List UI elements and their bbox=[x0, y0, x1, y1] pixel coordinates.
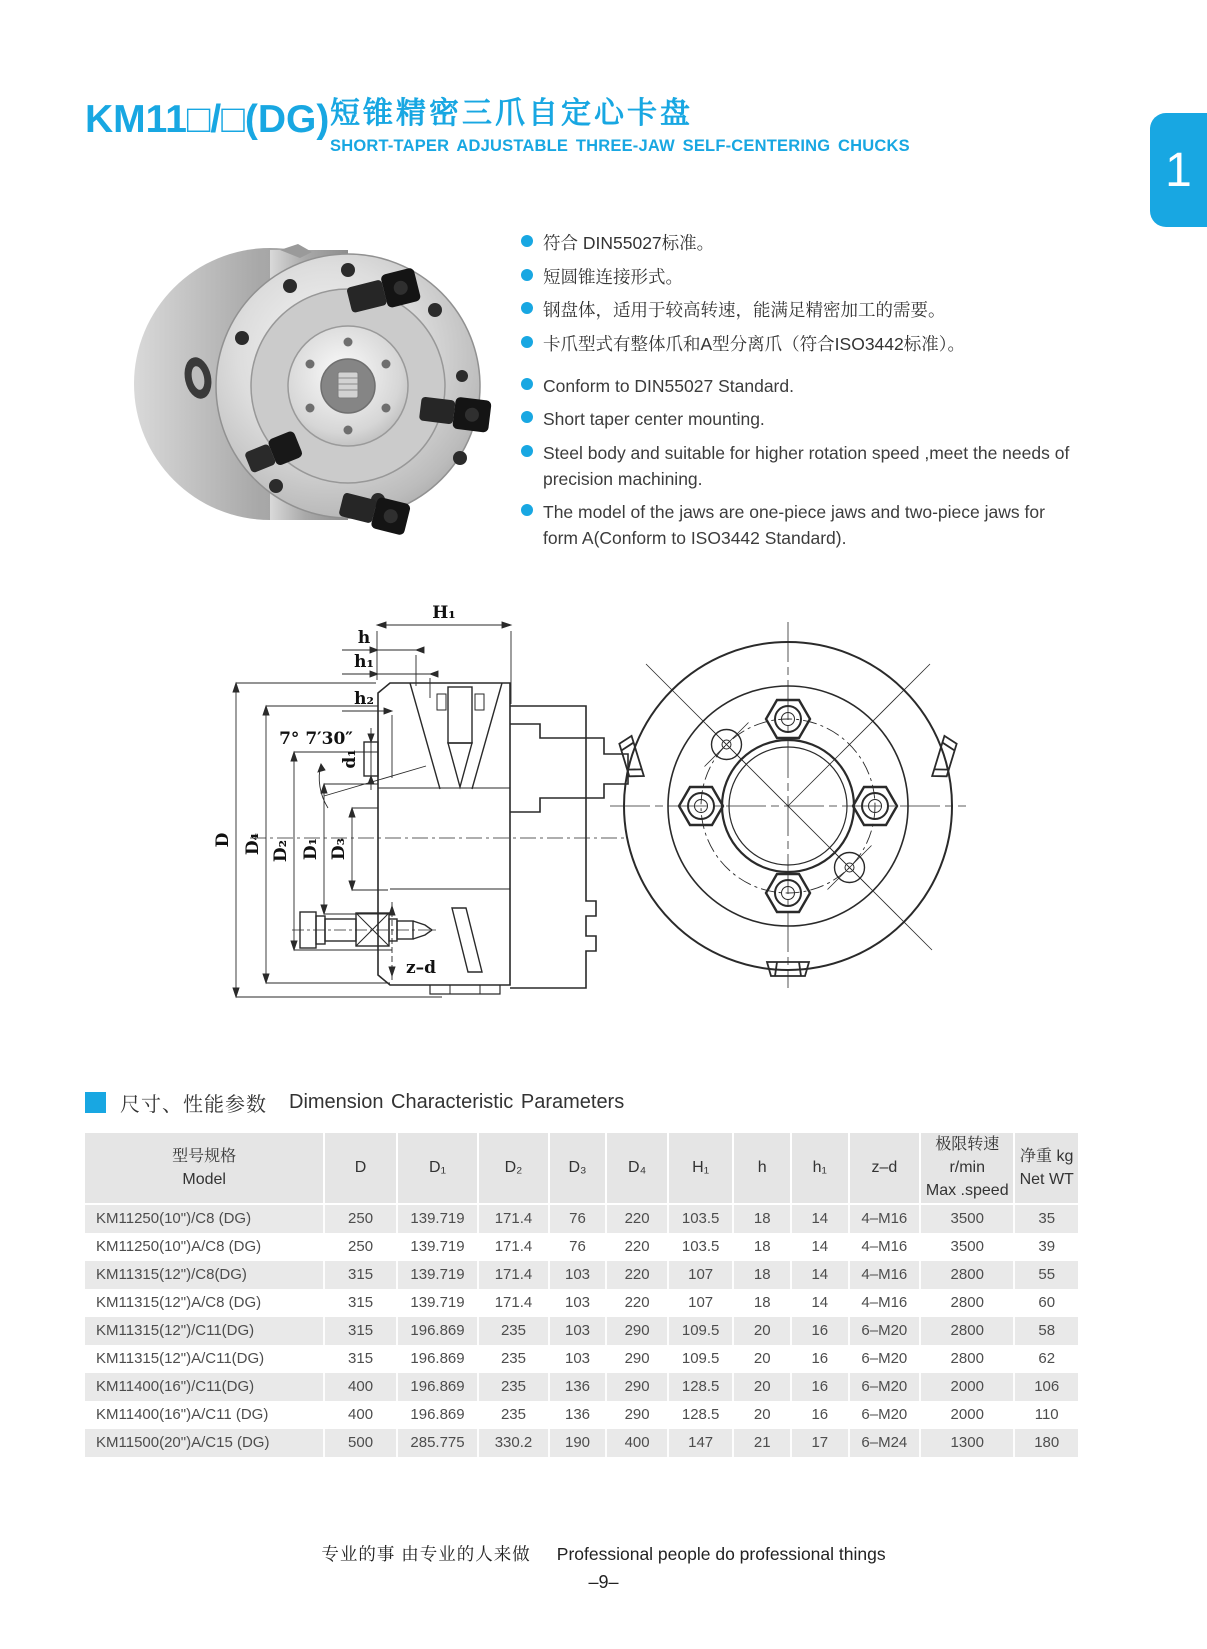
value-cell: 136 bbox=[548, 1401, 606, 1429]
value-cell: 136 bbox=[548, 1373, 606, 1401]
table-row bbox=[85, 1373, 1078, 1401]
value-cell: 20 bbox=[732, 1345, 790, 1373]
value-cell: 16 bbox=[790, 1373, 848, 1401]
dim-label-D: D bbox=[213, 832, 233, 848]
value-cell: 103 bbox=[548, 1261, 606, 1289]
value-cell: 147 bbox=[667, 1429, 733, 1457]
value-cell: 400 bbox=[323, 1373, 395, 1401]
value-cell: 6–M20 bbox=[848, 1373, 919, 1401]
chapter-number: 1 bbox=[1165, 143, 1192, 197]
value-cell: 139.719 bbox=[396, 1261, 477, 1289]
title-chinese: 短锥精密三爪自定心卡盘 bbox=[330, 97, 693, 130]
dim-label-d1: d₁ bbox=[340, 749, 360, 769]
value-cell: 14 bbox=[790, 1205, 848, 1233]
table-row bbox=[85, 1401, 1078, 1429]
value-cell: 290 bbox=[605, 1317, 667, 1345]
value-cell: 171.4 bbox=[477, 1205, 548, 1233]
value-cell: 18 bbox=[732, 1205, 790, 1233]
value-cell: 196.869 bbox=[396, 1317, 477, 1345]
column-header: 型号规格 Model bbox=[85, 1133, 323, 1205]
value-cell: 196.869 bbox=[396, 1373, 477, 1401]
value-cell: 1300 bbox=[919, 1429, 1013, 1457]
value-cell: 110 bbox=[1013, 1401, 1078, 1429]
value-cell: 235 bbox=[477, 1373, 548, 1401]
value-cell: 290 bbox=[605, 1345, 667, 1373]
value-cell: 235 bbox=[477, 1345, 548, 1373]
section-heading-cn: 尺寸、性能参数 bbox=[120, 1094, 267, 1116]
column-header: 极限转速r/min Max .speed bbox=[919, 1133, 1013, 1205]
footer-slogan: 专业的事 由专业的人来做 Professional people do professional things bbox=[321, 1544, 886, 1564]
value-cell: 220 bbox=[605, 1233, 667, 1261]
value-cell: 2800 bbox=[919, 1345, 1013, 1373]
product-photo bbox=[130, 228, 508, 546]
bullet-icon bbox=[521, 302, 533, 314]
page-number: –9– bbox=[588, 1572, 619, 1592]
value-cell: 235 bbox=[477, 1317, 548, 1345]
value-cell: 6–M20 bbox=[848, 1401, 919, 1429]
value-cell: 39 bbox=[1013, 1233, 1078, 1261]
dim-label-D1: D₁ bbox=[301, 837, 321, 861]
value-cell: 6–M24 bbox=[848, 1429, 919, 1457]
section-marker-icon bbox=[85, 1092, 106, 1113]
column-header: D₃ bbox=[548, 1133, 606, 1205]
value-cell: 2000 bbox=[919, 1373, 1013, 1401]
bullet-icon bbox=[521, 504, 533, 516]
title-english: SHORT-TAPER ADJUSTABLE THREE-JAW SELF-CENTERING CHUCKS bbox=[330, 137, 910, 155]
chuck-photo-illustration bbox=[130, 228, 508, 546]
value-cell: 14 bbox=[790, 1261, 848, 1289]
value-cell: 4–M16 bbox=[848, 1205, 919, 1233]
front-view-drawing bbox=[606, 616, 970, 995]
dim-label-D2: D₂ bbox=[271, 839, 291, 863]
value-cell: 2800 bbox=[919, 1261, 1013, 1289]
bullet-icon bbox=[521, 411, 533, 423]
value-cell: 14 bbox=[790, 1233, 848, 1261]
value-cell: 190 bbox=[548, 1429, 606, 1457]
value-cell: 109.5 bbox=[667, 1345, 733, 1373]
value-cell: 6–M20 bbox=[848, 1317, 919, 1345]
value-cell: 128.5 bbox=[667, 1373, 733, 1401]
value-cell: 285.775 bbox=[396, 1429, 477, 1457]
section-heading-en: Dimension Characteristic Parameters bbox=[289, 1091, 625, 1113]
value-cell: 76 bbox=[548, 1205, 606, 1233]
table-row bbox=[85, 1345, 1078, 1373]
model-cell: KM11250(10")A/C8 (DG) bbox=[96, 1238, 262, 1256]
value-cell: 103 bbox=[548, 1317, 606, 1345]
value-cell: 16 bbox=[790, 1345, 848, 1373]
value-cell: 400 bbox=[323, 1401, 395, 1429]
table-row bbox=[85, 1289, 1078, 1317]
feature-en-4: The model of the jaws are one-piece jaws and two-piece jaws for form A(Conform to ISO3442 Standard). bbox=[521, 499, 1081, 551]
feature-en-2: Short taper center mounting. bbox=[521, 406, 1081, 432]
value-cell: 60 bbox=[1013, 1289, 1078, 1317]
bullet-icon bbox=[521, 269, 533, 281]
value-cell: 3500 bbox=[919, 1205, 1013, 1233]
value-cell: 2000 bbox=[919, 1401, 1013, 1429]
table-head bbox=[85, 1133, 1078, 1205]
table-row bbox=[85, 1429, 1078, 1457]
value-cell: 103.5 bbox=[667, 1233, 733, 1261]
value-cell: 2800 bbox=[919, 1289, 1013, 1317]
bullet-icon bbox=[521, 336, 533, 348]
column-header: D₄ bbox=[605, 1133, 667, 1205]
value-cell: 18 bbox=[732, 1289, 790, 1317]
value-cell: 250 bbox=[323, 1233, 395, 1261]
value-cell: 55 bbox=[1013, 1261, 1078, 1289]
value-cell: 4–M16 bbox=[848, 1261, 919, 1289]
value-cell: 250 bbox=[323, 1205, 395, 1233]
value-cell: 16 bbox=[790, 1401, 848, 1429]
value-cell: 220 bbox=[605, 1289, 667, 1317]
value-cell: 6–M20 bbox=[848, 1345, 919, 1373]
model-cell: KM11315(12")A/C8 (DG) bbox=[96, 1294, 262, 1312]
value-cell: 220 bbox=[605, 1261, 667, 1289]
bullet-icon bbox=[521, 378, 533, 390]
column-header: D₂ bbox=[477, 1133, 548, 1205]
dim-label-D3: D₃ bbox=[329, 837, 349, 861]
value-cell: 500 bbox=[323, 1429, 395, 1457]
model-cell: KM11500(20")A/C15 (DG) bbox=[85, 1429, 323, 1457]
value-cell: 171.4 bbox=[477, 1289, 548, 1317]
page-title: KM11□/□(DG) bbox=[85, 98, 330, 141]
model-cell: KM11400(16")A/C11 (DG) bbox=[96, 1406, 269, 1424]
table-row bbox=[85, 1317, 1078, 1345]
value-cell: 139.719 bbox=[396, 1289, 477, 1317]
table-row bbox=[85, 1261, 1078, 1289]
model-cell: KM11315(12")/C8(DG) bbox=[85, 1261, 323, 1289]
dim-label-h1: h₁ bbox=[354, 652, 374, 672]
value-cell: 196.869 bbox=[396, 1345, 477, 1373]
feature-cn-2: 短圆锥连接形式。 bbox=[521, 264, 1081, 290]
section-view-drawing bbox=[192, 556, 630, 1013]
model-cell: KM11400(16")/C11(DG) bbox=[85, 1373, 323, 1401]
value-cell: 103 bbox=[548, 1289, 606, 1317]
value-cell: 21 bbox=[732, 1429, 790, 1457]
chapter-tab[interactable] bbox=[1150, 113, 1207, 227]
column-header: z–d bbox=[848, 1133, 919, 1205]
value-cell: 290 bbox=[605, 1373, 667, 1401]
parameters-table-wrap bbox=[85, 1133, 1078, 1457]
column-header: H₁ bbox=[667, 1133, 733, 1205]
dim-label-D4: D₄ bbox=[243, 832, 263, 856]
bullet-icon bbox=[521, 445, 533, 457]
dim-label-H1: H₁ bbox=[432, 603, 456, 623]
model-cell: KM11315(12")A/C11(DG) bbox=[96, 1350, 265, 1368]
column-header: h bbox=[732, 1133, 790, 1205]
value-cell: 128.5 bbox=[667, 1401, 733, 1429]
column-header: D₁ bbox=[396, 1133, 477, 1205]
value-cell: 315 bbox=[323, 1317, 395, 1345]
column-header: 净重 kg Net WT bbox=[1013, 1133, 1078, 1205]
dim-label-angle: 7° 7′30″ bbox=[279, 729, 353, 749]
table-body bbox=[85, 1205, 1078, 1457]
value-cell: 17 bbox=[790, 1429, 848, 1457]
value-cell: 139.719 bbox=[396, 1205, 477, 1233]
value-cell: 18 bbox=[732, 1233, 790, 1261]
column-header: D bbox=[323, 1133, 395, 1205]
value-cell: 139.719 bbox=[396, 1233, 477, 1261]
value-cell: 315 bbox=[323, 1289, 395, 1317]
value-cell: 315 bbox=[323, 1345, 395, 1373]
dim-label-h2: h₂ bbox=[354, 689, 374, 709]
value-cell: 3500 bbox=[919, 1233, 1013, 1261]
value-cell: 20 bbox=[732, 1317, 790, 1345]
value-cell: 62 bbox=[1013, 1345, 1078, 1373]
value-cell: 4–M16 bbox=[848, 1233, 919, 1261]
dim-label-zd: z–d bbox=[406, 958, 437, 978]
value-cell: 107 bbox=[667, 1261, 733, 1289]
value-cell: 20 bbox=[732, 1373, 790, 1401]
section-heading bbox=[85, 1088, 624, 1117]
value-cell: 20 bbox=[732, 1401, 790, 1429]
dim-label-h: h bbox=[357, 628, 371, 648]
value-cell: 400 bbox=[605, 1429, 667, 1457]
value-cell: 58 bbox=[1013, 1317, 1078, 1345]
model-cell: KM11250(10")/C8 (DG) bbox=[85, 1205, 323, 1233]
value-cell: 220 bbox=[605, 1205, 667, 1233]
bullet-icon bbox=[521, 235, 533, 247]
value-cell: 76 bbox=[548, 1233, 606, 1261]
value-cell: 103 bbox=[548, 1345, 606, 1373]
value-cell: 180 bbox=[1013, 1429, 1078, 1457]
value-cell: 35 bbox=[1013, 1205, 1078, 1233]
value-cell: 235 bbox=[477, 1401, 548, 1429]
parameters-table bbox=[85, 1133, 1078, 1457]
value-cell: 290 bbox=[605, 1401, 667, 1429]
feature-cn-1: 符合 DIN55027标准。 bbox=[521, 230, 1081, 256]
table-row bbox=[85, 1233, 1078, 1261]
feature-cn-3: 钢盘体，适用于较高转速，能满足精密加工的需要。 bbox=[521, 297, 1081, 323]
value-cell: 330.2 bbox=[477, 1429, 548, 1457]
title-block bbox=[330, 88, 910, 156]
value-cell: 171.4 bbox=[477, 1261, 548, 1289]
value-cell: 4–M16 bbox=[848, 1289, 919, 1317]
feature-en-3: Steel body and suitable for higher rotation speed ,meet the needs of precision machining. bbox=[521, 440, 1081, 492]
feature-cn-4: 卡爪型式有整体爪和A型分离爪（符合ISO3442标准）。 bbox=[521, 331, 1081, 357]
value-cell: 14 bbox=[790, 1289, 848, 1317]
value-cell: 109.5 bbox=[667, 1317, 733, 1345]
value-cell: 2800 bbox=[919, 1317, 1013, 1345]
value-cell: 196.869 bbox=[396, 1401, 477, 1429]
value-cell: 315 bbox=[323, 1261, 395, 1289]
column-header: h₁ bbox=[790, 1133, 848, 1205]
table-row bbox=[85, 1205, 1078, 1233]
feature-list bbox=[521, 230, 1081, 559]
model-cell: KM11315(12")/C11(DG) bbox=[85, 1317, 323, 1345]
value-cell: 106 bbox=[1013, 1373, 1078, 1401]
value-cell: 107 bbox=[667, 1289, 733, 1317]
value-cell: 16 bbox=[790, 1317, 848, 1345]
value-cell: 171.4 bbox=[477, 1233, 548, 1261]
value-cell: 18 bbox=[732, 1261, 790, 1289]
feature-en-1: Conform to DIN55027 Standard. bbox=[521, 373, 1081, 399]
value-cell: 103.5 bbox=[667, 1205, 733, 1233]
